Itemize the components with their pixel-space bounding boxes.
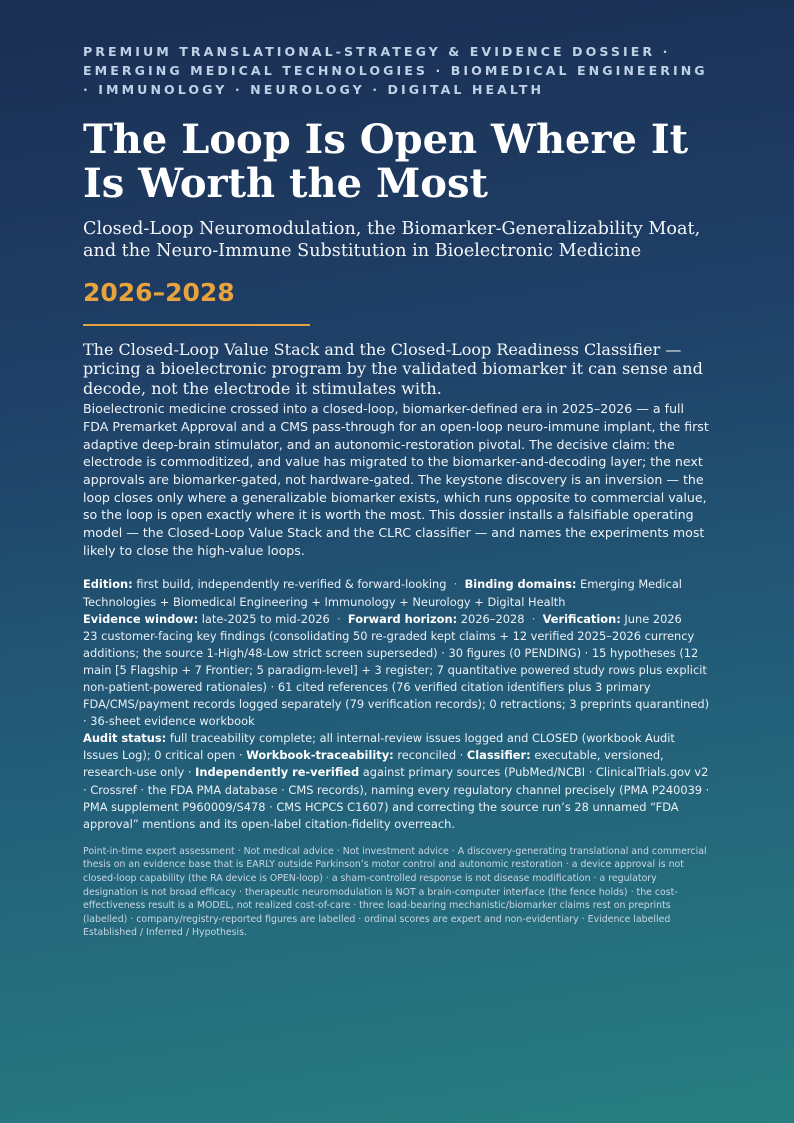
- footer-mark: ·: [393, 1116, 395, 1123]
- workbook-value: reconciled ·: [397, 748, 464, 763]
- accent-rule: [83, 324, 310, 326]
- classifier-value: executable, versioned, research-use only ·: [83, 748, 664, 780]
- horizon-value: 2026–2028: [460, 611, 525, 626]
- cover-page: [83, 42, 713, 940]
- dossier-kicker: PREMIUM TRANSLATIONAL-STRATEGY & EVIDENCE DOSSIER · EMERGING MEDICAL TECHNOLOGIES · BIOMEDICAL ENGINEERING · IMMUNOLOGY · NEUROLOGY · DIGITAL HEALTH: [83, 44, 708, 98]
- domains-label: Binding domains:: [464, 577, 577, 592]
- audit-value: full traceability complete; all internal-review issues logged and CLOSED (workbook Audit Issues Log); 0 critical open ·: [83, 731, 675, 763]
- page-subtitle: Closed-Loop Neuromodulation, the Biomarker-Generalizability Moat, and the Neuro-Immune Substitution in Bioelectronic Medicine: [83, 218, 701, 261]
- separator: ·: [337, 611, 341, 626]
- reverified-label: Independently re-verified: [195, 765, 360, 780]
- edition-value: first build, independently re-verified & forward-looking: [136, 577, 447, 592]
- classifier-label: Classifier:: [466, 748, 531, 763]
- meta-line-audit: [83, 730, 713, 833]
- meta-line-window: [83, 611, 713, 628]
- meta-line-edition: [83, 576, 713, 610]
- separator: ·: [531, 611, 536, 626]
- workbook-label: Workbook-traceability:: [246, 748, 394, 763]
- meta-line-counts: 23 customer-facing key findings (consolidating 50 re-graded kept claims + 12 verified 2025–2026 currency additions; the source 1-High/48-Low strict screen superseded) · 30 figures (0 PENDING) · 15 hypotheses (12 main [5 Flagship + 7 Frontier; 5 paradigm-level] + 3 register; 7 quantitative powered study rows plus explicit non-patient-powered rationales) · 61 cited references (76 verified citation identifiers plus 3 primary FDA/CMS/payment records logged separately (79 verification records); 0 retractions; 3 preprints quarantined) · 36-sheet evidence workbook: [83, 628, 710, 729]
- verification-value: June 2026: [624, 611, 682, 626]
- page-title: The Loop Is Open Where It Is Worth the Most: [83, 115, 689, 207]
- window-label: Evidence window:: [83, 611, 199, 626]
- window-value: late-2025 to mid-2026: [201, 611, 330, 626]
- reverified-value: against primary sources (PubMed/NCBI · ClinicalTrials.gov v2 · Crossref · the FDA PMA database · CMS records), naming every regulatory channel precisely (PMA P240039 · PMA supplement P960009/S478 · CMS HCPCS C1607) and correcting the source run’s 28 unnamed “FDA approval” mentions and its open-label citation-fidelity overreach.: [83, 765, 710, 831]
- domains-value: Emerging Medical Technologies + Biomedical Engineering + Immunology + Neurology + Digital Health: [83, 577, 682, 609]
- metadata-block: [83, 576, 713, 832]
- horizon-label: Forward horizon:: [347, 611, 458, 626]
- audit-label: Audit status:: [83, 731, 167, 746]
- separator: ·: [453, 577, 458, 592]
- verification-label: Verification:: [542, 611, 621, 626]
- abstract: Bioelectronic medicine crossed into a closed-loop, biomarker-defined era in 2025–2026 — a full FDA Premarket Approval and a CMS pass-through for an open-loop neuro-immune implant, the first adaptive deep-brain stimulator, and an autonomic-restoration pivotal. The decisive claim: the electrode is commoditized, and value has migrated to the biomarker-and-decoding layer; the next approvals are biomarker-gated, not hardware-gated. The keystone discovery is an inversion — the loop closes only where a generalizable biomarker exists, which runs opposite to commercial value, so the loop is open exactly where it is worth the most. This dossier installs a falsifiable operating model — the Closed-Loop Value Stack and the CLRC classifier — and names the experiments most likely to close the high-value loops.: [83, 401, 709, 558]
- disclaimer: Point-in-time expert assessment · Not medical advice · Not investment advice · A discovery-generating translational and commercial thesis on an evidence base that is EARLY outside Parkinson’s motor control and autonomic restoration · a device approval is not closed-loop capability (the RA device is OPEN-loop) · a sham-controlled response is not disease modification · a regulatory designation is not broad efficacy · therapeutic neuromodulation is NOT a brain-computer interface (the fence holds) · the cost-effectiveness result is a MODEL, not realized cost-of-care · three load-bearing mechanistic/biomarker claims rest on preprints (labelled) · company/registry-reported figures are labelled · ordinal scores are expert and non-evidentiary · Evidence labelled Established / Inferred / Hypothesis.: [83, 845, 707, 939]
- lede: The Closed-Loop Value Stack and the Closed-Loop Readiness Classifier — pricing a bioelectronic program by the validated biomarker it can sense and decode, not the electrode it stimulates with.: [83, 339, 703, 398]
- year-range: 2026–2028: [83, 277, 235, 307]
- edition-label: Edition:: [83, 577, 133, 592]
